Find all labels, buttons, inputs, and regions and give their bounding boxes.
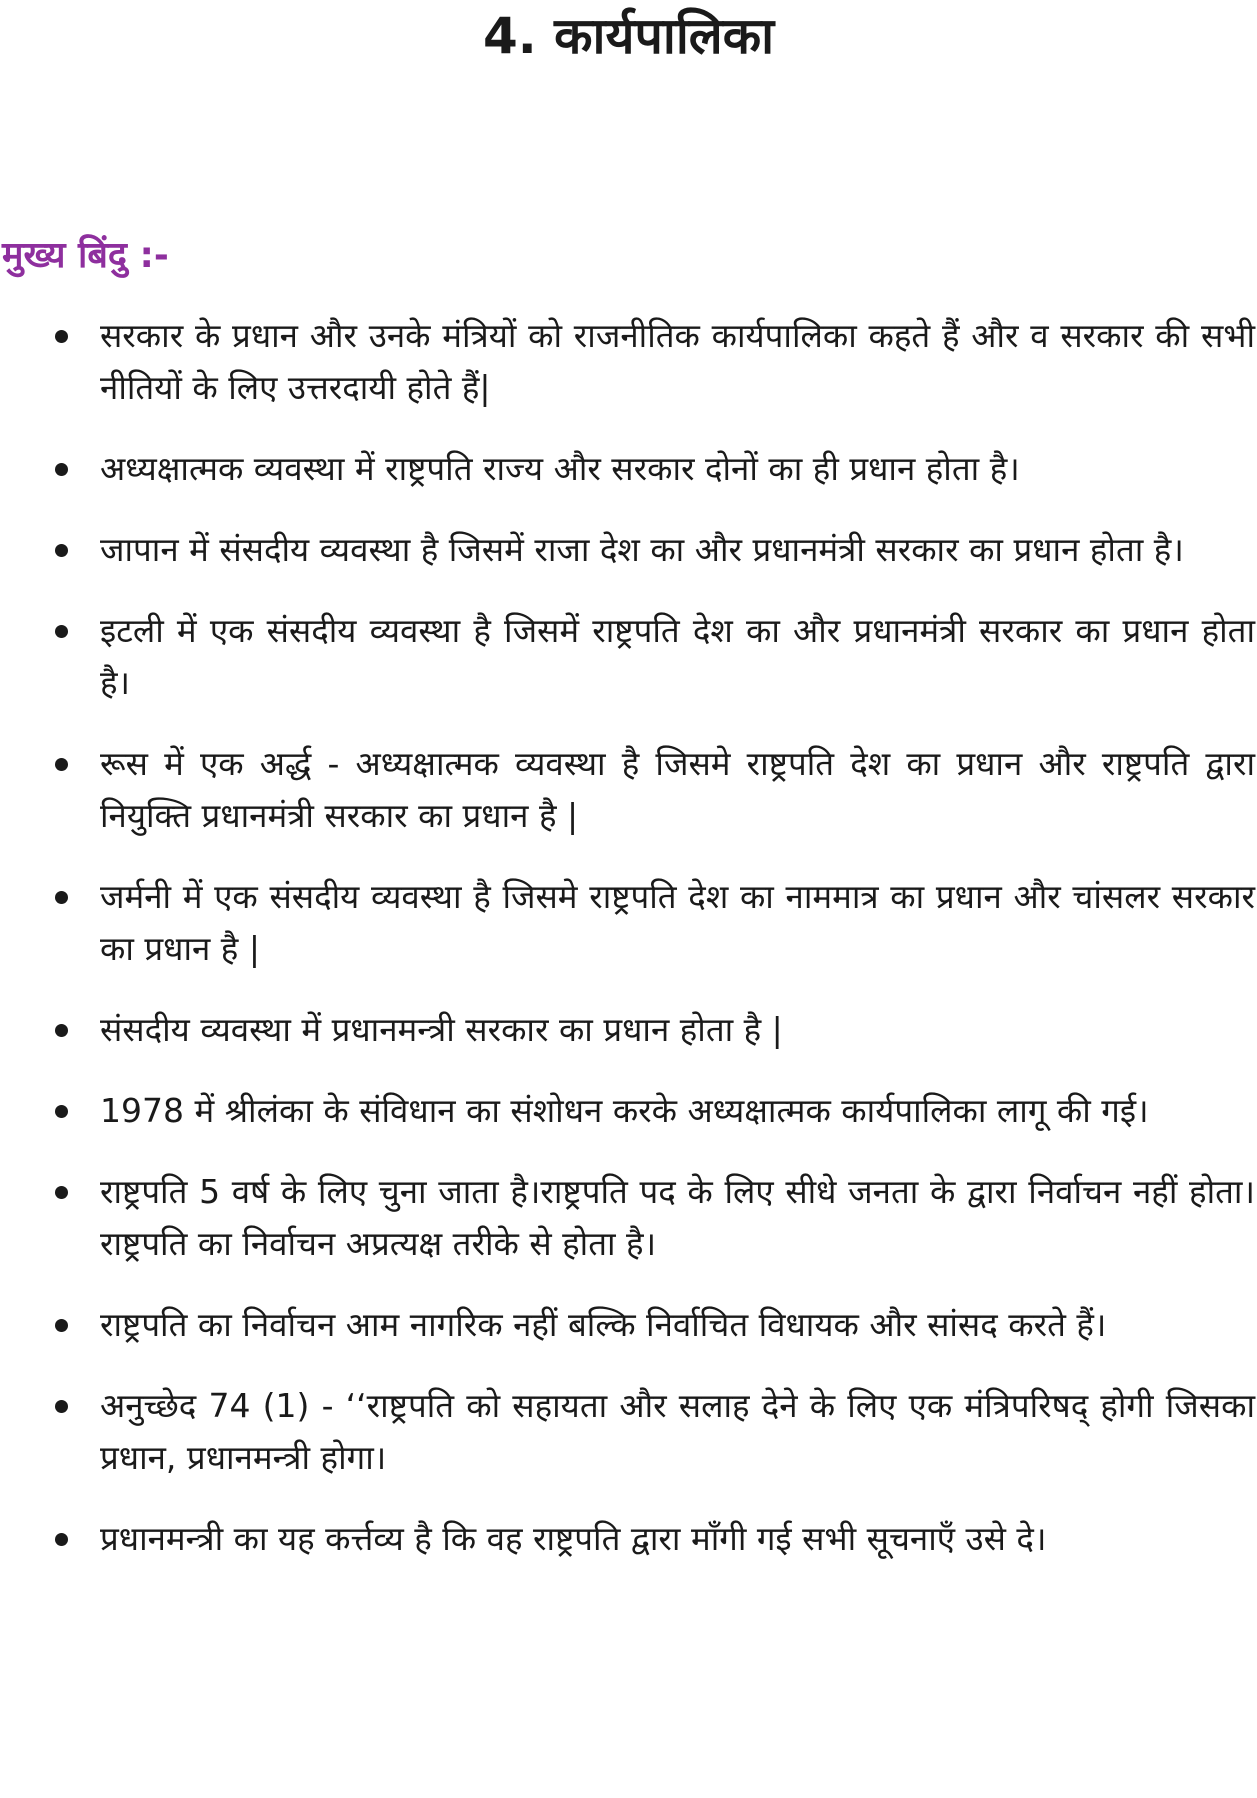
bullet-icon bbox=[55, 1105, 68, 1118]
list-item-text: अध्यक्षात्मक व्यवस्था में राष्ट्रपति राज्य और सरकार दोनों का ही प्रधान होता है। bbox=[100, 449, 1020, 488]
list-item-text: जापान में संसदीय व्यवस्था है जिसमें राजा देश का और प्रधानमंत्री सरकार का प्रधान होता है। bbox=[100, 530, 1184, 569]
list-item bbox=[0, 1085, 1257, 1137]
list-item-text: रूस में एक अर्द्ध - अध्यक्षात्मक व्यवस्था है जिसमे राष्ट्रपति देश का प्रधान और राष्ट्रपति द्वारा नियुक्ति प्रधानमंत्री सरकार का प्रधान है | bbox=[100, 744, 1255, 835]
list-item bbox=[0, 1166, 1257, 1270]
list-item-text: प्रधानमन्त्री का यह कर्त्तव्य है कि वह राष्ट्रपति द्वारा माँगी गई सभी सूचनाएँ उसे दे। bbox=[100, 1519, 1047, 1558]
list-item-text: इटली में एक संसदीय व्यवस्था है जिसमें राष्ट्रपति देश का और प्रधानमंत्री सरकार का प्रधान होता है। bbox=[100, 611, 1255, 702]
key-points-list bbox=[0, 310, 1257, 1594]
list-item-text: अनुच्छेद 74 (1) - ‘‘राष्ट्रपति को सहायता और सलाह देने के लिए एक मंत्रिपरिषद् होगी जिसका प्रधान, प्रधानमन्त्री होगा। bbox=[100, 1386, 1255, 1477]
bullet-icon bbox=[55, 625, 68, 638]
chapter-title: 4. कार्यपालिका bbox=[482, 7, 775, 65]
bullet-icon bbox=[55, 758, 68, 771]
list-item bbox=[0, 1380, 1257, 1484]
list-item bbox=[0, 871, 1257, 975]
list-item bbox=[0, 1513, 1257, 1565]
list-item bbox=[0, 443, 1257, 495]
list-item bbox=[0, 524, 1257, 576]
list-item-text: सरकार के प्रधान और उनके मंत्रियों को राजनीतिक कार्यपालिका कहते हैं और व सरकार की सभी नीतियों के लिए उत्तरदायी होते हैं| bbox=[100, 316, 1255, 407]
bullet-icon bbox=[55, 1024, 68, 1037]
bullet-icon bbox=[55, 891, 68, 904]
section-heading: मुख्य बिंदु :- bbox=[2, 235, 169, 276]
list-item-text: राष्ट्रपति का निर्वाचन आम नागरिक नहीं बल्कि निर्वाचित विधायक और सांसद करते हैं। bbox=[100, 1305, 1107, 1344]
list-item-text: राष्ट्रपति 5 वर्ष के लिए चुना जाता है।राष्ट्रपति पद के लिए सीधे जनता के द्वारा निर्वाचन नहीं होता। राष्ट्रपति का निर्वाचन अप्रत्यक्ष तरीके से होता है। bbox=[100, 1172, 1255, 1263]
list-item bbox=[0, 1299, 1257, 1351]
list-item bbox=[0, 310, 1257, 414]
bullet-icon bbox=[55, 463, 68, 476]
bullet-icon bbox=[55, 544, 68, 557]
bullet-icon bbox=[55, 1186, 68, 1199]
bullet-icon bbox=[55, 1533, 68, 1546]
bullet-icon bbox=[55, 330, 68, 343]
list-item bbox=[0, 605, 1257, 709]
list-item bbox=[0, 1004, 1257, 1056]
list-item-text: 1978 में श्रीलंका के संविधान का संशोधन करके अध्यक्षात्मक कार्यपालिका लागू की गई। bbox=[100, 1091, 1149, 1130]
list-item-text: संसदीय व्यवस्था में प्रधानमन्त्री सरकार का प्रधान होता है | bbox=[100, 1010, 783, 1049]
bullet-icon bbox=[55, 1319, 68, 1332]
bullet-icon bbox=[55, 1400, 68, 1413]
list-item bbox=[0, 738, 1257, 842]
list-item-text: जर्मनी में एक संसदीय व्यवस्था है जिसमे राष्ट्रपति देश का नाममात्र का प्रधान और चांसलर सरकार का प्रधान है | bbox=[100, 877, 1255, 968]
